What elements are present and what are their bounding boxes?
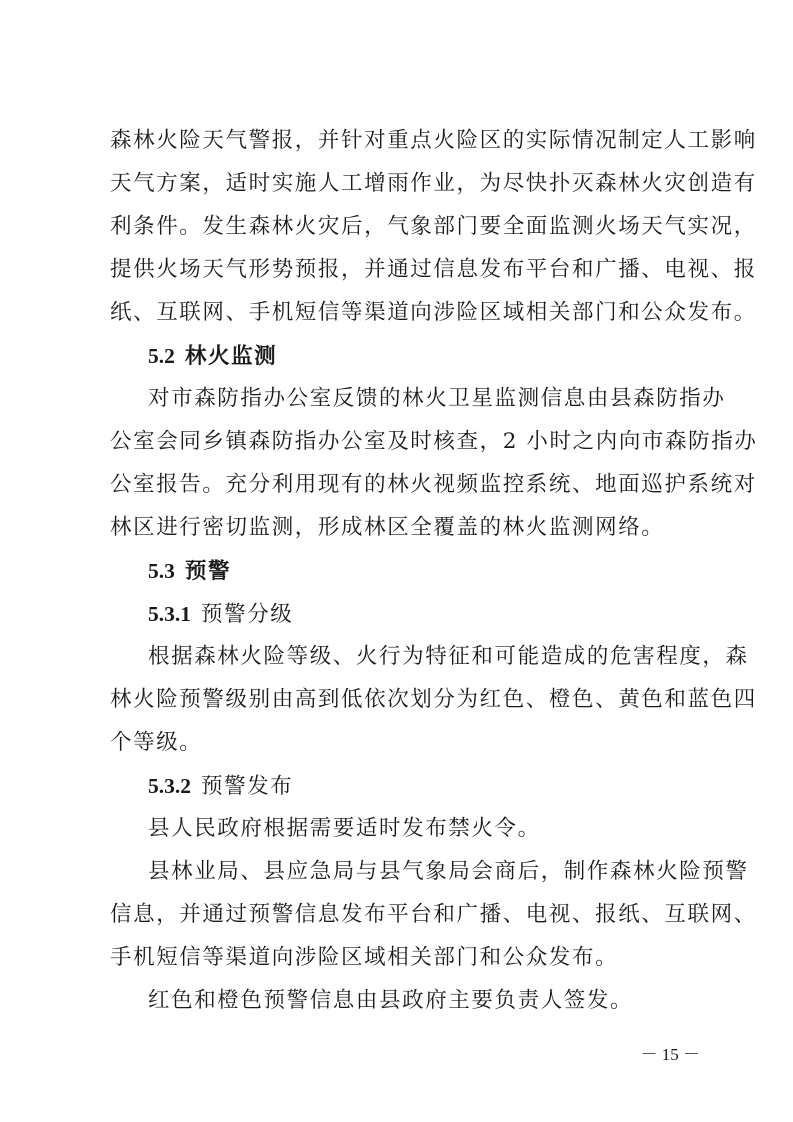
body-text-line: 纸、互联网、手机短信等渠道向涉险区域相关部门和公众发布。 — [110, 300, 757, 325]
section-title: 林火监测 — [184, 344, 278, 369]
subsection-heading-5-3-2 — [148, 766, 695, 806]
section-number: 5.3 — [148, 559, 175, 583]
subsection-heading-5-3-1 — [148, 594, 695, 634]
subsection-number: 5.3.1 — [148, 602, 191, 626]
body-text-line: 森林火险天气警报，并针对重点火险区的实际情况制定人工影响 — [110, 128, 757, 153]
body-text-line: 林火险预警级别由高到低依次划分为红色、橙色、黄色和蓝色四 — [110, 687, 757, 712]
body-text-line: 公室会同乡镇森防指办公室及时核查，2 小时之内向市森防指办 — [110, 429, 758, 454]
body-text-line: 公室报告。充分利用现有的林火视频监控系统、地面巡护系统对 — [110, 472, 757, 497]
section-number: 5.2 — [148, 344, 175, 368]
body-text-line: 天气方案，适时实施人工增雨作业，为尽快扑灭森林火灾创造有 — [110, 171, 757, 196]
body-text-line: 个等级。 — [110, 730, 203, 755]
subsection-title: 预警分级 — [201, 602, 294, 627]
body-text-line: 利条件。发生森林火灾后，气象部门要全面监测火场天气实况， — [110, 214, 757, 239]
subsection-title: 预警发布 — [201, 774, 294, 799]
body-text-line: 手机短信等渠道向涉险区域相关部门和公众发布。 — [110, 945, 619, 970]
body-text-line: 信息，并通过预警信息发布平台和广播、电视、报纸、互联网、 — [110, 902, 757, 927]
subsection-number: 5.3.2 — [148, 774, 191, 798]
body-text-line: 县林业局、县应急局与县气象局会商后，制作森林火险预警 — [148, 859, 749, 884]
section-heading-5-3 — [148, 551, 695, 591]
page-number: － 15 － — [640, 1045, 700, 1064]
section-heading-5-2 — [148, 336, 695, 376]
body-text-line: 根据森林火险等级、火行为特征和可能造成的危害程度，森 — [148, 644, 749, 669]
body-text-line: 对市森防指办公室反馈的林火卫星监测信息由县森防指办 — [148, 386, 726, 411]
body-text-line: 红色和橙色预警信息由县政府主要负责人签发。 — [148, 988, 634, 1013]
body-text-line: 提供火场天气形势预报，并通过信息发布平台和广播、电视、报 — [110, 257, 757, 282]
section-title: 预警 — [184, 559, 232, 584]
body-text-line: 林区进行密切监测，形成林区全覆盖的林火监测网络。 — [110, 515, 665, 540]
body-text-line: 县人民政府根据需要适时发布禁火令。 — [148, 816, 541, 841]
